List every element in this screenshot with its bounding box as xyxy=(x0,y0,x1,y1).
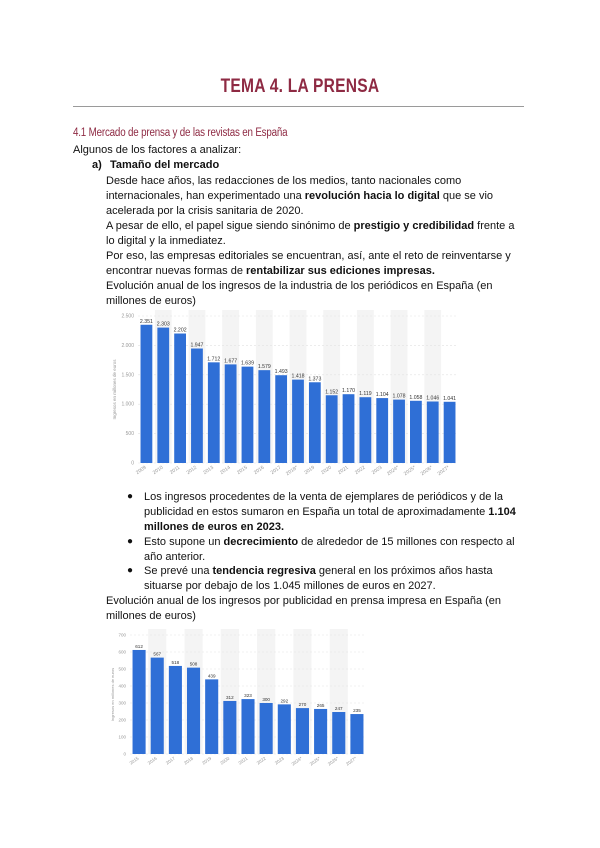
data-label: 312 xyxy=(226,694,234,700)
bullet-3-line-2: situarse por debajo de los 1.045 millones de euros en 2027. xyxy=(144,580,436,592)
bar-2021 xyxy=(241,699,254,754)
x-tick-label: 2023 xyxy=(370,464,384,477)
bar-2022 xyxy=(359,397,371,463)
x-tick-label: 2022 xyxy=(353,464,367,477)
bar-2020 xyxy=(326,395,338,463)
y-tick-label: 500 xyxy=(125,431,134,438)
data-label: 1.579 xyxy=(257,364,271,371)
x-tick-label: 2021 xyxy=(237,755,249,766)
bar-2019 xyxy=(309,382,321,463)
chart1-caption-line-2: millones de euros) xyxy=(106,295,196,307)
data-label: 265 xyxy=(316,702,325,708)
bullet-1-line-2: publicidad en estos sumaron en España un total de aproximadamente 1.104 xyxy=(144,506,516,518)
x-tick-label: 2012 xyxy=(185,464,199,477)
title-divider xyxy=(73,106,524,107)
bar-2011 xyxy=(174,334,186,463)
bar-2016 xyxy=(258,370,270,463)
x-tick-label: 2011 xyxy=(168,464,182,476)
y-axis-label: Ingresos en millones de euros xyxy=(112,359,117,420)
y-tick-label: 200 xyxy=(118,717,126,723)
bar-2027* xyxy=(350,714,363,754)
page-title: TEMA 4. LA PRENSA xyxy=(220,76,380,97)
bar-2024* xyxy=(296,708,309,754)
x-tick-label: 2016 xyxy=(252,464,266,477)
bar-2010 xyxy=(157,328,169,463)
data-label: 1.947 xyxy=(190,342,204,349)
bar-2015 xyxy=(133,650,146,754)
bar-2013 xyxy=(208,362,220,463)
x-tick-label: 2009 xyxy=(135,464,148,477)
bullet-3-line-1: Se prevé una tendencia regresiva general en los próximos años hasta xyxy=(144,565,493,577)
data-label: 235 xyxy=(353,708,361,714)
x-tick-label: 2024* xyxy=(290,755,304,767)
chart1-caption-line-1: Evolución anual de los ingresos de la industria de los periódicos en España (en xyxy=(106,280,493,292)
y-tick-label: 2.500 xyxy=(121,313,134,320)
bar-2012 xyxy=(191,349,203,463)
bullet-1-line-3: millones de euros en 2023. xyxy=(144,521,285,533)
data-label: 2.351 xyxy=(139,318,153,325)
data-label: 1.104 xyxy=(375,392,389,399)
x-tick-label: 2026* xyxy=(419,464,434,478)
data-label: 1.418 xyxy=(291,373,305,380)
advertising-bar-chart xyxy=(108,627,370,767)
x-tick-label: 2016 xyxy=(146,755,158,766)
x-tick-label: 2022 xyxy=(255,755,267,766)
bullet-1-line-1: Los ingresos procedentes de la venta de ejemplares de periódicos y de la xyxy=(144,491,503,503)
paragraph-1-line-3: acelerada por la crisis sanitaria de 2020. xyxy=(106,205,304,217)
data-label: 323 xyxy=(244,693,252,699)
bar-2026* xyxy=(332,712,345,754)
bar-2022 xyxy=(260,703,273,754)
paragraph-1-line-2: internacionales, han experimentado una revolución hacia lo digital que se vio xyxy=(106,190,494,202)
bar-2018* xyxy=(292,380,304,463)
x-tick-label: 2024* xyxy=(386,464,401,478)
data-label: 1.170 xyxy=(342,388,356,395)
data-label: 1.046 xyxy=(426,395,440,402)
bullet-2-line-2: año anterior. xyxy=(144,551,206,563)
paragraph-3-line-2: encontrar nuevas formas de rentabilizar sus ediciones impresas. xyxy=(106,265,435,277)
paragraph-1-line-1: Desde hace años, las redacciones de los medios, tanto nacionales como xyxy=(106,175,462,187)
bar-2018 xyxy=(187,668,200,754)
x-tick-label: 2025* xyxy=(308,755,322,767)
data-label: 439 xyxy=(207,673,216,679)
x-tick-label: 2017 xyxy=(269,464,283,477)
x-tick-label: 2014 xyxy=(219,464,232,477)
data-label: 1.041 xyxy=(443,395,457,402)
data-label: 1.152 xyxy=(325,389,339,396)
x-tick-label: 2020 xyxy=(320,464,333,477)
data-label: 1.058 xyxy=(409,394,423,401)
bullet-1-marker: ● xyxy=(127,491,134,502)
bullet-3-marker: ● xyxy=(127,565,134,576)
item-a-heading: Tamaño del mercado xyxy=(110,159,220,171)
data-label: 1.373 xyxy=(308,376,322,383)
bar-2026* xyxy=(427,401,439,463)
revenue-bar-chart xyxy=(108,308,460,480)
bar-2023 xyxy=(376,398,388,463)
x-tick-label: 2018 xyxy=(183,755,195,766)
x-tick-label: 2019 xyxy=(303,464,316,477)
x-tick-label: 2013 xyxy=(202,464,215,477)
chart2-caption-line-2: millones de euros) xyxy=(106,610,196,622)
data-label: 1.639 xyxy=(240,360,254,367)
x-tick-label: 2018* xyxy=(284,464,300,478)
bullet-2-marker: ● xyxy=(127,536,134,547)
data-label: 247 xyxy=(334,706,343,712)
x-tick-label: 2017 xyxy=(164,755,176,766)
y-tick-label: 400 xyxy=(118,683,126,689)
data-label: 1.078 xyxy=(392,393,406,400)
data-label: 1.119 xyxy=(359,391,372,398)
data-label: 612 xyxy=(135,643,143,649)
x-tick-label: 2025* xyxy=(402,464,418,478)
data-label: 270 xyxy=(298,702,307,708)
bar-2017 xyxy=(275,375,287,463)
y-tick-label: 600 xyxy=(118,649,126,655)
section-heading: 4.1 Mercado de prensa y de las revistas en España xyxy=(73,127,288,139)
y-tick-label: 300 xyxy=(118,700,126,706)
data-label: 1.677 xyxy=(224,358,238,365)
x-tick-label: 2020 xyxy=(219,755,231,766)
x-tick-label: 2015 xyxy=(128,755,140,766)
bar-2021 xyxy=(343,394,355,463)
x-tick-label: 2026* xyxy=(326,755,340,767)
bar-2027* xyxy=(444,402,456,463)
x-tick-label: 2015 xyxy=(236,464,249,477)
x-tick-label: 2010 xyxy=(151,464,165,477)
paragraph-3-line-1: Por eso, las empresas editoriales se encuentran, así, ante el reto de reinventarse y xyxy=(106,250,511,262)
y-tick-label: 100 xyxy=(118,734,126,740)
x-tick-label: 2027* xyxy=(436,464,451,478)
bar-2019 xyxy=(205,679,218,754)
paragraph-2-line-1: A pesar de ello, el papel sigue siendo sinónimo de prestigio y credibilidad frente a xyxy=(106,220,515,232)
y-tick-label: 700 xyxy=(118,632,126,638)
bar-2014 xyxy=(225,364,237,463)
bar-2025* xyxy=(314,709,327,754)
data-label: 567 xyxy=(153,651,162,657)
data-label: 508 xyxy=(189,661,198,667)
y-tick-label: 2.000 xyxy=(121,342,134,349)
bullet-2-line-1: Esto supone un decrecimiento de alrededor de 15 millones con respecto al xyxy=(144,536,515,548)
data-label: 300 xyxy=(262,697,270,702)
x-tick-label: 2021 xyxy=(337,464,350,477)
data-label: 518 xyxy=(171,659,180,665)
y-tick-label: 0 xyxy=(131,460,134,467)
data-label: 2.303 xyxy=(156,321,170,328)
x-tick-label: 2027* xyxy=(344,755,358,767)
y-tick-label: 1.500 xyxy=(121,372,134,379)
data-label: 292 xyxy=(280,698,289,704)
y-axis-label: Ingresos en millones de euros xyxy=(110,667,115,722)
data-label: 1.493 xyxy=(274,369,288,376)
data-label: 1.712 xyxy=(207,356,221,363)
item-a-marker: a) xyxy=(92,159,102,171)
chart2-caption-line-1: Evolución anual de los ingresos por publicidad en prensa impresa en España (en xyxy=(106,595,502,607)
bar-2017 xyxy=(169,666,182,754)
bar-2015 xyxy=(242,367,254,463)
bar-2016 xyxy=(151,658,164,754)
y-tick-label: 1.000 xyxy=(121,401,134,408)
intro-text: Algunos de los factores a analizar: xyxy=(73,144,242,156)
bar-2024* xyxy=(393,400,405,463)
y-tick-label: 500 xyxy=(118,666,126,672)
y-tick-label: 0 xyxy=(123,751,126,757)
bar-2009 xyxy=(141,325,153,463)
data-label: 2.202 xyxy=(173,327,187,334)
x-tick-label: 2019 xyxy=(201,755,213,766)
bar-2023 xyxy=(278,704,291,754)
paragraph-2-line-2: lo digital y la inmediatez. xyxy=(106,235,226,247)
bar-2020 xyxy=(223,701,236,754)
x-tick-label: 2023 xyxy=(273,755,285,766)
bar-2025* xyxy=(410,401,422,463)
